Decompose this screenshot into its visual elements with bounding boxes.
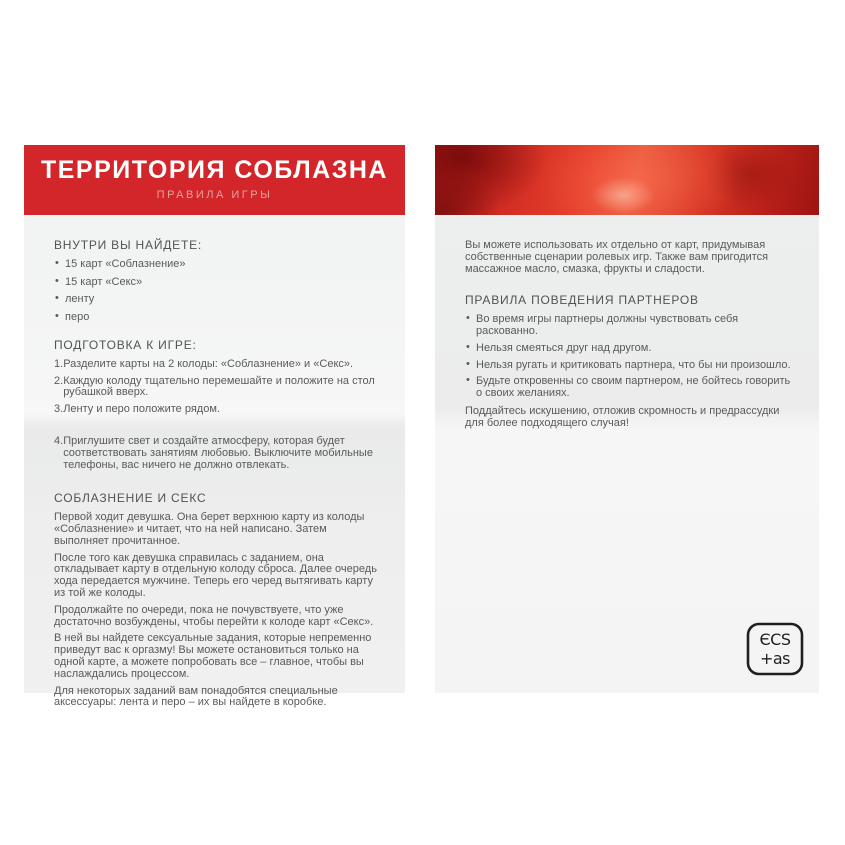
rules-card-front xyxy=(24,145,405,709)
preparation-step xyxy=(54,436,379,471)
title-banner xyxy=(24,145,405,215)
list-item: • Будьте откровенны со своим партнером, не бойтесь говорить о своих желаниях. xyxy=(465,376,793,400)
section-partner-conduct xyxy=(465,295,793,429)
inside-heading: ВНУТРИ ВЫ НАЙДЕТЕ: xyxy=(54,238,203,252)
rules-paragraph: Для некоторых заданий вам понадобятся специальные аксессуары: лента и перо – их вы найдете в коробке. xyxy=(54,684,338,709)
section-seduction-and-sex xyxy=(54,493,379,709)
step-number: 1. xyxy=(54,357,64,370)
preparation-heading: ПОДГОТОВКА К ИГРЕ: xyxy=(54,337,197,352)
ecstas-brand-logo xyxy=(745,621,805,677)
inside-list xyxy=(54,259,379,324)
seduction-heading: СОБЛАЗНЕНИЕ И СЕКС xyxy=(54,491,207,506)
rules-paragraph: Продолжайте по очереди, пока не почувствуете, что уже достаточно возбуждены, чтобы перейти к колоде карт «Секс». xyxy=(54,603,374,628)
left-card-content xyxy=(24,215,405,709)
list-item: • ленту xyxy=(54,294,379,306)
preparation-step xyxy=(54,359,379,371)
list-item: • 15 карт «Соблазнение» xyxy=(54,259,379,271)
conduct-list xyxy=(465,314,793,400)
logo-text-bottom: +as xyxy=(759,649,791,668)
rules-paragraph: В ней вы найдете сексуальные задания, которые непременно приведут вас к оргазму! Вы можете остановиться только на одной карте, а можете попробовать все – главное, чтобы вы наслаждались процессом. xyxy=(54,632,372,680)
step-text: Каждую колоду тщательно перемешайте и положите на стол рубашкой вверх. xyxy=(63,374,375,399)
rules-paragraph: После того как девушка справилась с заданием, она откладывает карту в отдельную колоду сброса. Далее очередь хода передается мужчине. Теперь его черед вытягивать карту из той же колоды. xyxy=(54,551,377,599)
step-number: 4. xyxy=(54,434,64,447)
closing-paragraph: Поддайтесь искушению, отложив скромность и предрассудки для более подходящего случая! xyxy=(465,404,780,429)
rules-paragraph: Первой ходит девушка. Она берет верхнюю карту из колоды «Соблазнение» и читает, что на ней написано. Затем выполняет прочитанное. xyxy=(54,511,365,547)
list-item: • Нельзя смеяться друг над другом. xyxy=(465,343,793,355)
section-preparation xyxy=(54,337,379,471)
step-number: 2. xyxy=(54,374,64,387)
conduct-heading: ПРАВИЛА ПОВЕДЕНИЯ ПАРТНЕРОВ xyxy=(465,293,699,308)
banner-subtitle: ПРАВИЛА ИГРЫ xyxy=(156,189,273,201)
logo-text-top: ЄCS xyxy=(759,630,791,649)
intro-paragraph: Вы можете использовать их отдельно от карт, придумывая собственные сценарии ролевых игр. Также вам пригодится массажное масло, смазка, фрукты и сладости. xyxy=(465,239,769,275)
right-card-content xyxy=(435,215,819,668)
step-text: Приглушите свет и создайте атмосферу, которая будет соответствовать занятиям любовью. Выключите мобильные телефоны, вас ничего не должно отвлекать. xyxy=(63,434,373,471)
section-inside xyxy=(54,240,379,324)
list-item: • Во время игры партнеры должны чувствовать себя раскованно. xyxy=(465,314,793,338)
list-item: • 15 карт «Секс» xyxy=(54,277,379,289)
preparation-step xyxy=(54,404,379,416)
rules-card-back xyxy=(435,145,819,693)
step-text: Разделите карты на 2 колоды: «Соблазнение» и «Секс». xyxy=(63,357,354,370)
preparation-step xyxy=(54,376,379,400)
game-title: ТЕРРИТОРИЯ СОБЛАЗНА xyxy=(40,156,388,184)
list-item: • Нельзя ругать и критиковать партнера, что бы ни произошло. xyxy=(465,360,793,372)
kissing-couple-photo xyxy=(435,145,819,215)
step-number: 3. xyxy=(54,403,64,416)
list-item: • перо xyxy=(54,312,379,324)
step-text: Ленту и перо положите рядом. xyxy=(63,403,220,416)
